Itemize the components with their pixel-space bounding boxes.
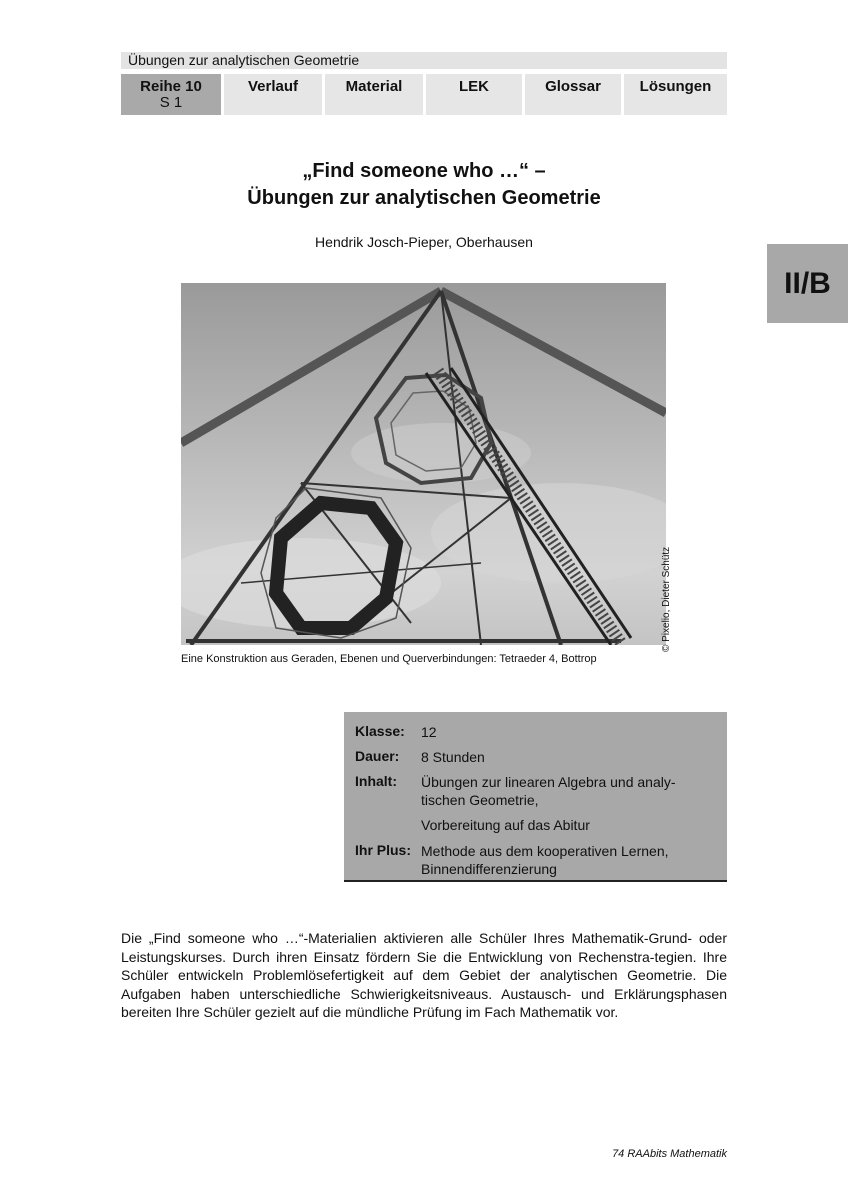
tab-reihe[interactable] [121,74,221,115]
title-line-2: Übungen zur analytischen Geometrie [247,187,601,209]
page-title [121,158,727,212]
info-box [344,712,727,882]
plus-label: Ihr Plus: [355,842,412,858]
intro-paragraph: Die „Find someone who …“-Materialien aktivieren alle Schüler Ihres Mathematik-Grund- oder Leistungskurses. Durch ihren Einsatz fördern Sie die Entwicklung von Rechenstra-tegien. Ihre Schüler entwickeln Problemlösefertigkeit auf dem Gebiet der analytischen Geometrie. Die Aufgaben haben unterschiedliche Schwierigkeitsniveaus. Austausch- und Erklärungsphasen bereiten Ihre Schüler gezielt auf die mündliche Prüfung im Fach Mathematik vor. [121,930,727,1020]
tab-lek-label: LEK [459,78,489,95]
tab-glossar[interactable] [525,74,621,115]
tab-reihe-sub: S 1 [159,94,183,111]
inhalt-value-2: Vorbereitung auf das Abitur [421,817,590,833]
klasse-value: 12 [421,724,437,740]
tab-material-label: Material [345,78,403,95]
series-title-bar [121,52,727,69]
inhalt-label: Inhalt: [355,773,397,789]
plus-value: Methode aus dem kooperativen Lernen, Binnendifferenzierung [421,843,669,877]
tab-glossar-label: Glossar [545,78,601,95]
section-tag-label: II/B [784,266,831,300]
tab-material[interactable] [325,74,423,115]
tab-verlauf-label: Verlauf [247,78,299,95]
tab-reihe-label: Reihe 10 [140,78,202,95]
section-tag [767,244,848,323]
title-line-1: „Find someone who …“ – [302,160,546,182]
dauer-label: Dauer: [355,748,400,764]
photo-credit: © Pixelio, Dieter Schütz [661,546,672,652]
tab-lek[interactable] [426,74,522,115]
tab-verlauf[interactable] [224,74,322,115]
series-title: Übungen zur analytischen Geometrie [128,52,360,68]
navigation-tabs [121,74,727,115]
inhalt-value-1: Übungen zur linearen Algebra und analy-tischen Geometrie, [421,774,676,808]
tab-loesungen[interactable] [624,74,727,115]
footer-publication: 74 RAAbits Mathematik [612,1148,727,1160]
author: Hendrik Josch-Pieper, Oberhausen [315,234,533,250]
klasse-label: Klasse: [355,723,405,739]
photo-caption: Eine Konstruktion aus Geraden, Ebenen und Querverbindungen: Tetraeder 4, Bottrop [181,653,597,665]
tetrahedron-photo [181,283,666,645]
tab-loesungen-label: Lösungen [639,78,712,95]
dauer-value: 8 Stunden [421,749,485,765]
